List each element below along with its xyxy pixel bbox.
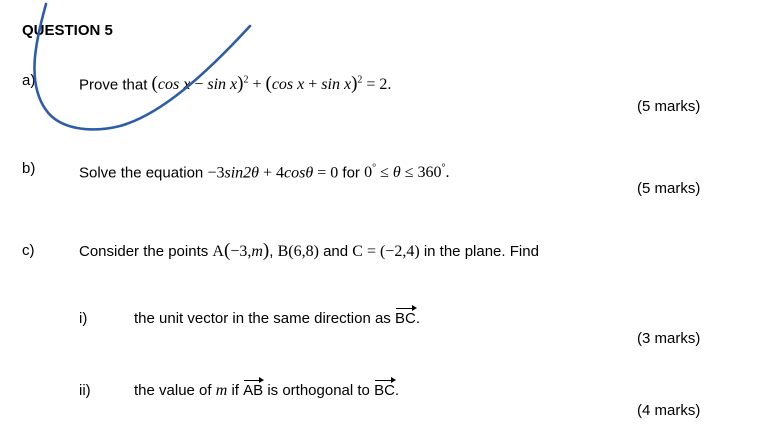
part-c-ii-text3: is orthogonal to — [267, 382, 370, 399]
part-c-statement: Consider the points A(−3,m), B(6,8) and C = (−2,4) in the plane. Find — [79, 240, 539, 261]
part-b-for: for — [342, 164, 360, 182]
part-b-equation: −3sin2θ + 4cosθ = 0 — [207, 164, 339, 182]
part-c-ii-text2: if — [231, 382, 239, 399]
part-c-label: c) — [22, 242, 35, 259]
point-b: B(6,8) — [277, 243, 319, 260]
part-b-intro: Solve the equation — [79, 164, 204, 182]
part-a-marks: (5 marks) — [637, 98, 701, 115]
variable-m: m — [215, 382, 228, 399]
part-c-i-text: the unit vector in the same direction as — [134, 310, 391, 327]
question-title: QUESTION 5 — [22, 22, 113, 39]
vector-bc-2: BC — [374, 382, 395, 399]
part-b-statement — [79, 160, 450, 182]
point-a: A(−3,m) — [212, 240, 270, 261]
part-c-ii-marks: (4 marks) — [637, 402, 701, 419]
part-c-ii-label: ii) — [79, 382, 91, 399]
part-a-intro: Prove that — [79, 76, 148, 94]
part-a-statement — [79, 72, 391, 94]
part-a-label: a) — [22, 72, 36, 89]
vector-bc: BC — [394, 310, 416, 327]
part-b-range: 0° ≤ θ ≤ 360°. — [364, 163, 450, 182]
vector-ab: AB — [243, 382, 264, 399]
part-c-ii-statement: the value of m if AB is orthogonal to BC. — [134, 382, 400, 399]
part-c-and: and — [323, 243, 349, 260]
part-c-ii-text1: the value of — [134, 382, 212, 399]
part-c-prefix: Consider the points — [79, 243, 209, 260]
part-b-label: b) — [22, 160, 36, 177]
part-c-i-statement: the unit vector in the same direction as BC. — [134, 310, 420, 327]
part-c-i-label: i) — [79, 310, 88, 327]
point-c: C = (−2,4) — [352, 243, 420, 260]
part-c-i-marks: (3 marks) — [637, 330, 701, 347]
part-b-marks: (5 marks) — [637, 180, 701, 197]
part-c-suffix: in the plane. Find — [423, 243, 539, 260]
part-a-equation: (cos x − sin x)$^2$ + (cos x + sin x)$^2$ = 2. — [151, 73, 392, 95]
